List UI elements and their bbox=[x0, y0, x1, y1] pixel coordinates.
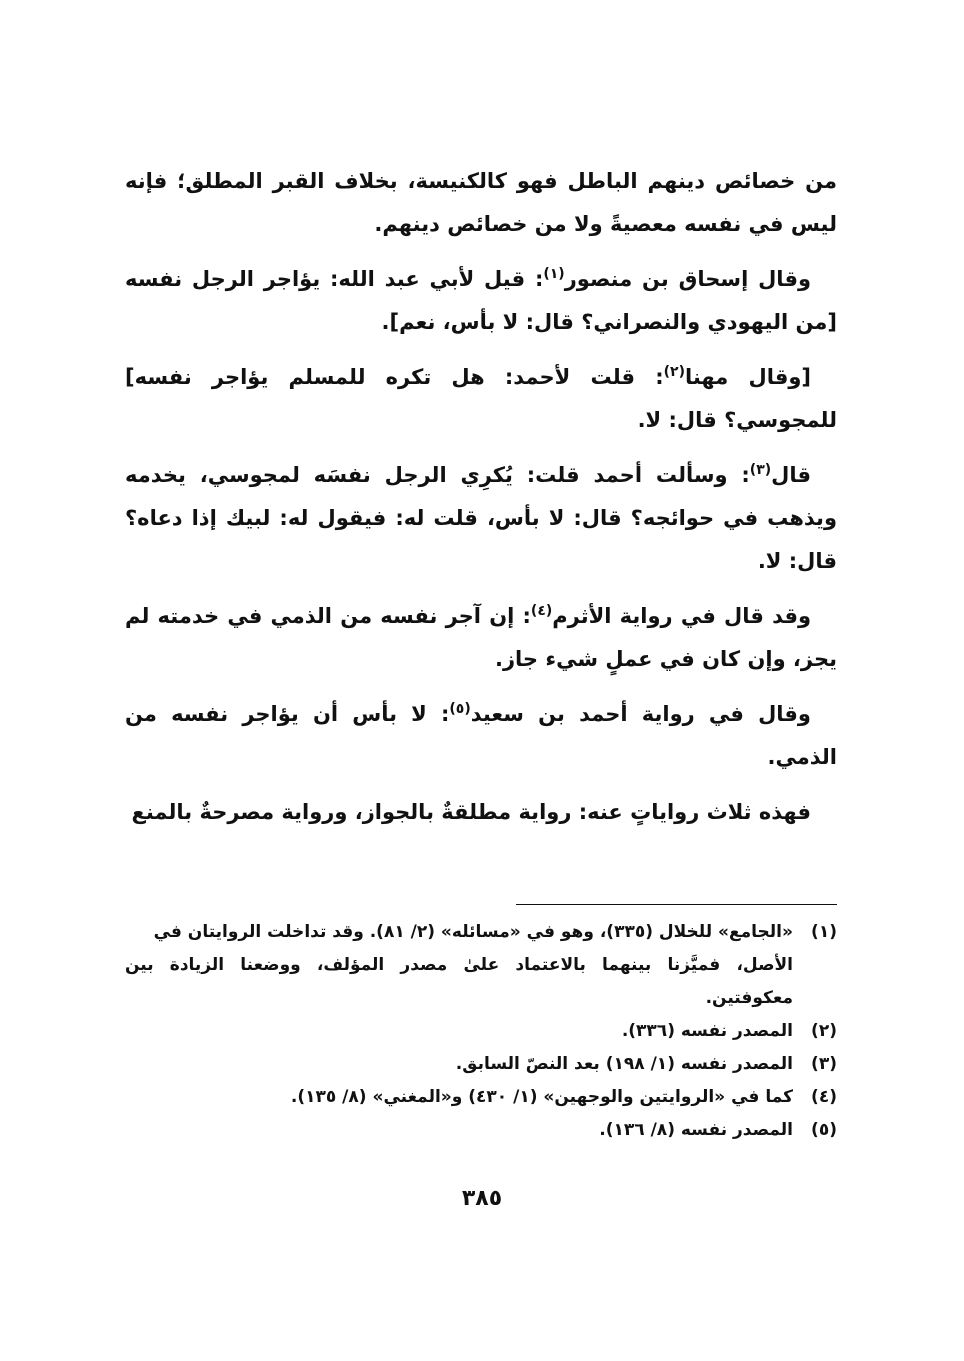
paragraph-4 bbox=[125, 454, 837, 583]
paragraph-1 bbox=[125, 160, 837, 246]
paragraph-text: وقد قال في رواية الأثرم bbox=[552, 604, 812, 628]
paragraph-text: : إن آجر نفسه من الذمي في خدمته لم يجز، وإن كان في عملٍ شيء جاز. bbox=[125, 604, 837, 671]
footnote-5 bbox=[125, 1114, 837, 1147]
footnote-number: (٣) bbox=[811, 1054, 837, 1074]
paragraph-text: : قلت لأحمد: هل تكره للمسلم يؤاجر نفسه] للمجوسي؟ قال: لا. bbox=[125, 365, 837, 432]
footnote-text: كما في «الروايتين والوجهين» (١/ ٤٣٠) و«المغني» (٨/ ١٣٥). bbox=[290, 1087, 793, 1107]
paragraph-7 bbox=[125, 791, 837, 834]
footnote-text: الأصل، فميَّزنا بينهما بالاعتماد علىٰ مصدر المؤلف، ووضعنا الزيادة بين معكوفتين. bbox=[125, 955, 793, 1008]
paragraph-text: من خصائص دينهم الباطل فهو كالكنيسة، بخلاف القبر المطلق؛ فإنه ليس في نفسه معصيةً ولا من خصائص دينهم. bbox=[125, 169, 837, 236]
footnote-1 bbox=[125, 916, 837, 949]
footnote-ref[interactable]: (٥) bbox=[449, 701, 471, 717]
main-text bbox=[125, 160, 837, 846]
footnote-text: المصدر نفسه (١/ ١٩٨) بعد النصّ السابق. bbox=[455, 1054, 793, 1074]
paragraph-text: : لا بأس أن يؤاجر نفسه من الذمي. bbox=[125, 702, 837, 769]
footnote-text: المصدر نفسه (٨/ ١٣٦). bbox=[599, 1120, 793, 1140]
footnote-3 bbox=[125, 1048, 837, 1081]
paragraph-6 bbox=[125, 693, 837, 779]
footnote-text: المصدر نفسه (٣٣٦). bbox=[621, 1021, 793, 1041]
paragraph-5 bbox=[125, 595, 837, 681]
footnote-2 bbox=[125, 1015, 837, 1048]
footnote-number: (١) bbox=[811, 922, 837, 942]
footnote-number: (٥) bbox=[811, 1120, 837, 1140]
paragraph-3 bbox=[125, 356, 837, 442]
paragraph-text: [وقال مهنا bbox=[684, 365, 811, 389]
footnote-4 bbox=[125, 1081, 837, 1114]
page-number: ٣٨٥ bbox=[461, 1186, 503, 1211]
paragraph-2 bbox=[125, 258, 837, 344]
footnote-number: (٤) bbox=[811, 1087, 837, 1107]
footnote-divider bbox=[516, 904, 837, 905]
paragraph-text: وقال في رواية أحمد بن سعيد bbox=[470, 702, 811, 726]
paragraph-text: : قيل لأبي عبد الله: يؤاجر الرجل نفسه [من اليهودي والنصراني؟ قال: لا بأس، نعم]. bbox=[125, 267, 837, 334]
paragraph-text: : وسألت أحمد قلت: يُكرِي الرجل نفسَه لمجوسي، يخدمه ويذهب في حوائجه؟ قال: لا بأس، قلت له: فيقول له: لبيك إذا دعاه؟ قال: لا. bbox=[125, 463, 837, 573]
footnote-ref[interactable]: (١) bbox=[543, 266, 565, 282]
paragraph-text: وقال إسحاق بن منصور bbox=[564, 267, 812, 291]
paragraph-text: قال bbox=[771, 463, 811, 487]
footnote-ref[interactable]: (٣) bbox=[749, 462, 772, 478]
paragraph-text: فهذه ثلاث رواياتٍ عنه: رواية مطلقةٌ بالجواز، ورواية مصرحةٌ بالمنع bbox=[131, 800, 811, 824]
footnotes bbox=[125, 916, 837, 1147]
footnote-text: «الجامع» للخلال (٣٣٥)، وهو في «مسائله» (٢/ ٨١). وقد تداخلت الروايتان في bbox=[153, 922, 793, 942]
footnote-ref[interactable]: (٤) bbox=[530, 603, 553, 619]
footnote-number: (٢) bbox=[811, 1021, 837, 1041]
footnote-ref[interactable]: (٢) bbox=[663, 364, 685, 380]
footnote-1-continued bbox=[125, 949, 837, 1015]
